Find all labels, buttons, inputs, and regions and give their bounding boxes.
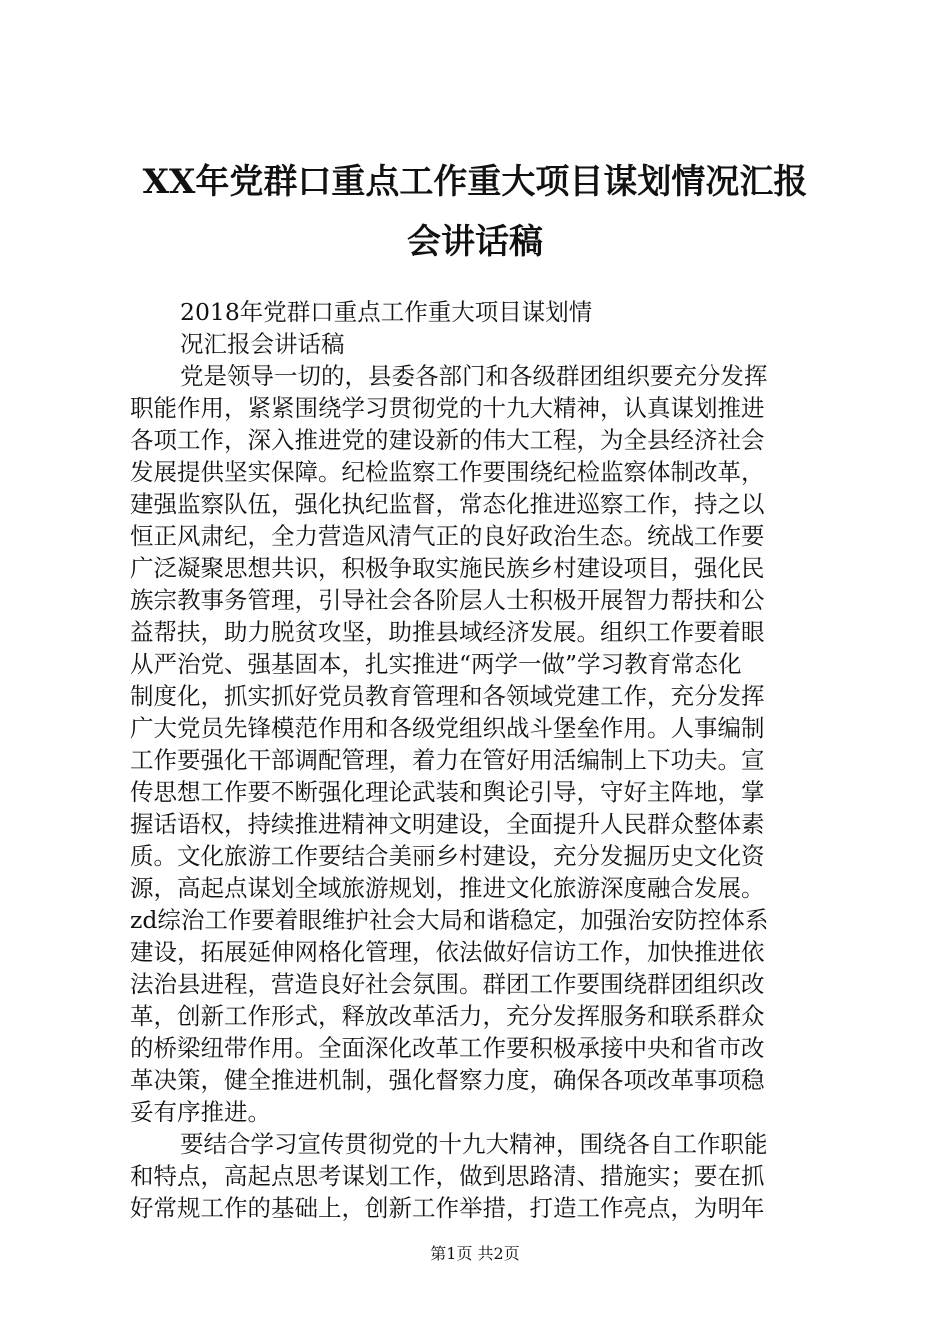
body-line: 握话语权，持续推进精神文明建设，全面提升人民群众整体素 (130, 810, 765, 838)
body-line: 法治县进程，营造良好社会氛围。群团工作要围绕群团组织改 (130, 970, 765, 998)
body-line: 制度化，抓实抓好党员教育管理和各领域党建工作，充分发挥 (130, 682, 765, 710)
body-line: 建设，拓展延伸网格化管理，依法做好信访工作，加快推进依 (130, 938, 765, 966)
body-line: 工作要强化干部调配管理，着力在管好用活编制上下功夫。宣 (130, 746, 765, 774)
body-line: 妥有序推进。 (130, 1098, 271, 1126)
body-line: 各项工作，深入推进党的建设新的伟大工程，为全县经济社会 (130, 426, 765, 454)
page-number-footer: 第1页 共2页 (430, 1244, 520, 1263)
body-line: 质。文化旅游工作要结合美丽乡村建设，充分发掘历史文化资 (130, 842, 765, 870)
body-line: 好常规工作的基础上，创新工作举措，打造工作亮点，为明年 (130, 1194, 765, 1222)
body-line: 党是领导一切的，县委各部门和各级群团组织要充分发挥 (180, 362, 768, 390)
body-line: 发展提供坚实保障。纪检监察工作要围绕纪检监察体制改革， (130, 458, 765, 486)
body-line: 建强监察队伍，强化执纪监督，常态化推进巡察工作，持之以 (130, 490, 765, 518)
body-line: 传思想工作要不断强化理论武装和舆论引导，守好主阵地，掌 (130, 778, 765, 806)
subtitle-line-2: 况汇报会讲话稿 (180, 330, 345, 358)
body-line: 从严治党、强基固本，扎实推进“两学一做”学习教育常态化 (130, 650, 742, 678)
body-line: 要结合学习宣传贯彻党的十九大精神，围绕各自工作职能 (180, 1130, 768, 1158)
body-line: 族宗教事务管理，引导社会各阶层人士积极开展智力帮扶和公 (130, 586, 765, 614)
body-line: 恒正风肃纪，全力营造风清气正的良好政治生态。统战工作要 (130, 522, 765, 550)
body-line: 职能作用，紧紧围绕学习贯彻党的十九大精神，认真谋划推进 (130, 394, 765, 422)
document-title-line-1: XX年党群口重点工作重大项目谋划情况汇报 (142, 162, 808, 202)
body-line: 革决策，健全推进机制，强化督察力度，确保各项改革事项稳 (130, 1066, 765, 1094)
body-line: zd综治工作要着眼维护社会大局和谐稳定，加强治安防控体系 (130, 906, 769, 934)
body-line: 源，高起点谋划全域旅游规划，推进文化旅游深度融合发展。 (130, 874, 765, 902)
body-line: 的桥梁纽带作用。全面深化改革工作要积极承接中央和省市改 (130, 1034, 765, 1062)
document-title-line-2: 会讲话稿 (407, 222, 543, 262)
body-line: 广泛凝聚思想共识，积极争取实施民族乡村建设项目，强化民 (130, 554, 765, 582)
body-line: 和特点，高起点思考谋划工作，做到思路清、措施实；要在抓 (130, 1162, 765, 1190)
body-line: 革，创新工作形式，释放改革活力，充分发挥服务和联系群众 (130, 1002, 765, 1030)
subtitle-line-1: 2018年党群口重点工作重大项目谋划情 (180, 298, 593, 326)
body-line: 广大党员先锋模范作用和各级党组织战斗堡垒作用。人事编制 (130, 714, 765, 742)
body-line: 益帮扶，助力脱贫攻坚，助推县域经济发展。组织工作要着眼 (130, 618, 765, 646)
